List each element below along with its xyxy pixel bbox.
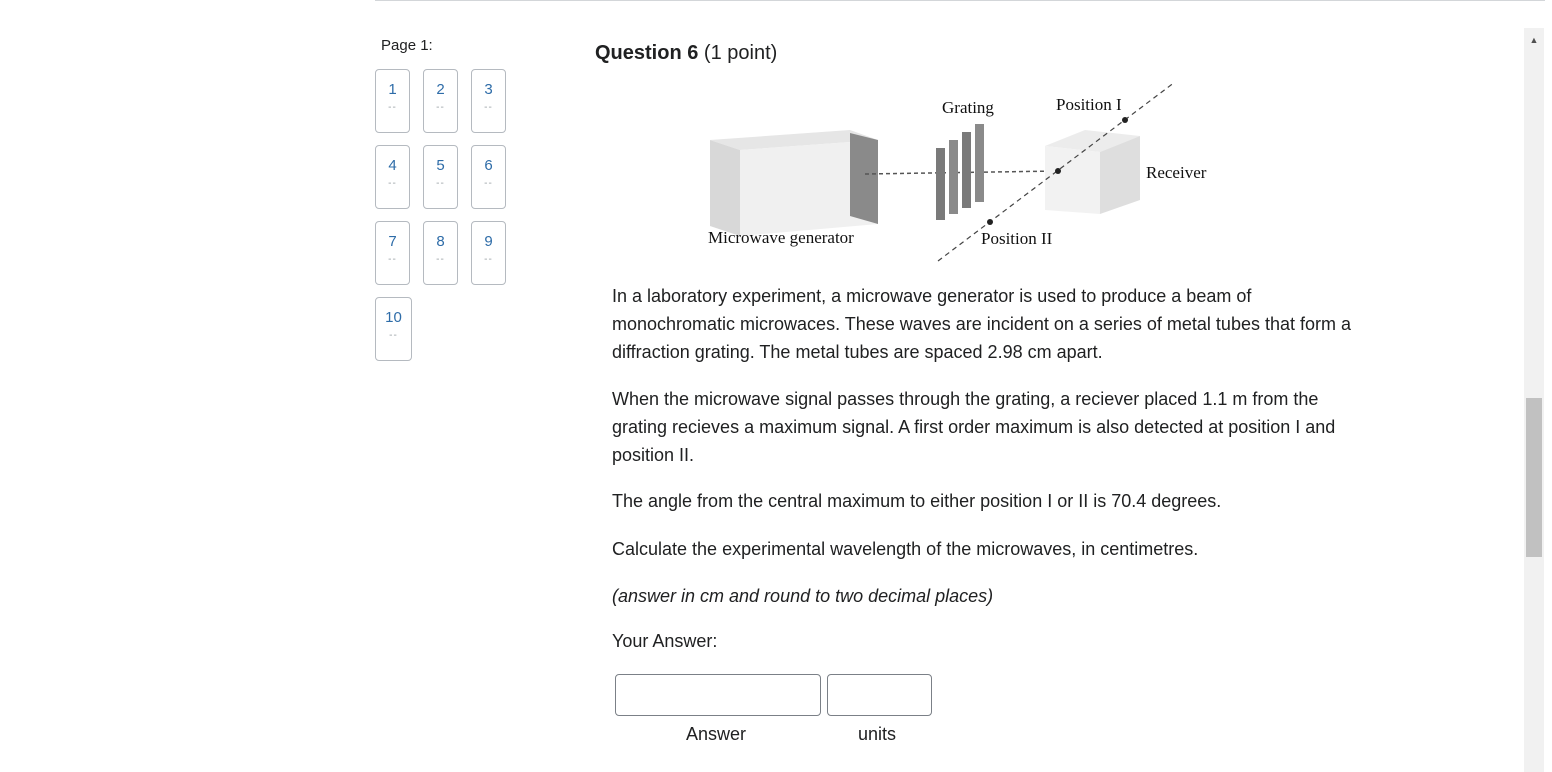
nav-status: -- (436, 178, 445, 189)
nav-question-9[interactable] (471, 221, 506, 285)
diffraction-figure (700, 78, 1220, 268)
scroll-up-arrow-icon[interactable]: ▲ (1529, 35, 1539, 45)
grating-tube (962, 132, 971, 208)
nav-question-number: 10 (385, 309, 402, 326)
answer-hint: (answer in cm and round to two decimal places) (612, 586, 994, 606)
scrollbar-thumb[interactable] (1526, 398, 1542, 557)
position-1-label: Position I (1056, 95, 1122, 114)
grating-tube (949, 140, 958, 214)
nav-status: -- (388, 102, 397, 113)
position-2-marker (987, 219, 993, 225)
grating-label: Grating (942, 98, 994, 117)
nav-status: -- (484, 254, 493, 265)
question-number: Question 6 (595, 42, 699, 64)
your-answer-label: Your Answer: (612, 631, 718, 651)
question-paragraph-1: In a laboratory experiment, a microwave generator is used to produce a beam of monochromatic microwaces. These waves are incident on a series of metal tubes that form a diffraction grating. The metal tubes are spaced 2.98 cm apart. (612, 286, 1352, 362)
nav-status: -- (436, 102, 445, 113)
nav-question-number: 1 (388, 81, 397, 98)
nav-status: -- (484, 178, 493, 189)
nav-status: -- (388, 178, 397, 189)
position-2-label: Position II (981, 229, 1053, 248)
nav-question-1[interactable] (375, 69, 410, 133)
grating-tube (936, 148, 945, 220)
nav-question-6[interactable] (471, 145, 506, 209)
nav-question-10[interactable] (375, 297, 412, 361)
generator-horn (850, 133, 878, 224)
receiver-label: Receiver (1146, 163, 1207, 182)
units-input-label: units (858, 724, 897, 744)
nav-status: -- (388, 254, 397, 265)
question-points: (1 point) (703, 42, 778, 64)
top-divider (375, 0, 1545, 1)
question-paragraph-2: When the microwave signal passes through the grating, a reciever placed 1.1 m from the grating recieves a maximum signal. A first order maximum is also detected at position I and position II. (612, 389, 1336, 465)
nav-question-7[interactable] (375, 221, 410, 285)
nav-question-3[interactable] (471, 69, 506, 133)
nav-question-4[interactable] (375, 145, 410, 209)
position-1-marker (1122, 117, 1128, 123)
receiver-marker (1055, 168, 1061, 174)
nav-status: -- (484, 102, 493, 113)
generator-left (710, 140, 740, 236)
nav-question-5[interactable] (423, 145, 458, 209)
question-paragraph-4: Calculate the experimental wavelength of the microwaves, in centimetres. (612, 539, 1199, 559)
nav-status: -- (389, 330, 398, 341)
nav-question-number: 9 (484, 233, 493, 250)
question-title (595, 42, 777, 65)
nav-question-number: 5 (436, 157, 445, 174)
nav-question-number: 4 (388, 157, 397, 174)
nav-question-8[interactable] (423, 221, 458, 285)
generator-label: Microwave generator (708, 228, 854, 247)
page-label: Page 1: (381, 37, 433, 54)
answer-input[interactable] (615, 674, 821, 716)
grating-tube (975, 124, 984, 202)
nav-question-number: 6 (484, 157, 493, 174)
nav-question-number: 3 (484, 81, 493, 98)
nav-status: -- (436, 254, 445, 265)
units-input[interactable] (827, 674, 932, 716)
beam-line (865, 171, 1058, 174)
nav-question-number: 7 (388, 233, 397, 250)
answer-input-label: Answer (686, 724, 747, 744)
nav-question-number: 8 (436, 233, 445, 250)
receiver-front (1045, 146, 1100, 214)
question-paragraph-3: The angle from the central maximum to either position I or II is 70.4 degrees. (612, 491, 1222, 511)
nav-question-number: 2 (436, 81, 445, 98)
nav-question-2[interactable] (423, 69, 458, 133)
